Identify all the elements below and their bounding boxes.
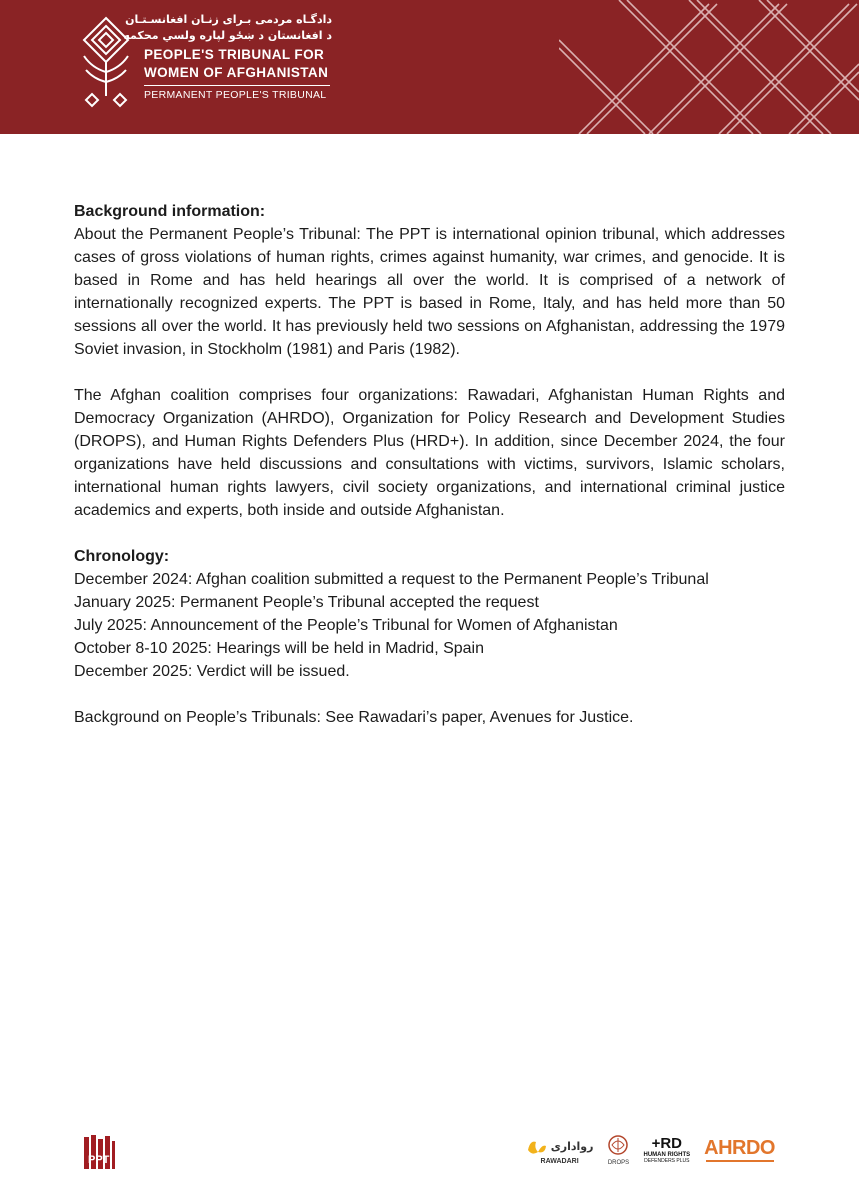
partner-logos <box>526 1130 775 1170</box>
chronology-item: July 2025: Announcement of the People’s Tribunal for Women of Afghanistan <box>74 617 618 634</box>
ahrdo-underline <box>706 1160 774 1162</box>
ahrdo-logo <box>704 1138 775 1162</box>
hrd-plus-logo <box>643 1136 690 1164</box>
hrd-label-line1: HUMAN RIGHTS <box>643 1152 691 1158</box>
tribunal-logo-text <box>123 12 332 101</box>
english-title-line2: WOMEN OF AFGHANISTAN <box>144 65 329 80</box>
drops-label: DROPS <box>607 1159 630 1166</box>
document-body <box>74 200 785 729</box>
ppt-logo-icon <box>82 1133 122 1171</box>
background-paragraph-2: The Afghan coalition comprises four organizations: Rawadari, Afghanistan Human Rights and Democracy Organization (AHRDO), Organization for Policy Research and Development Studies (DROPS), and Human Rights Defenders Plus (HRD+). In addition, since December 2024, the four organizations have held discussions and consultations with victims, survivors, Islamic scholars, international human rights lawyers, civil society organizations, and international criminal justice academics and experts, both inside and outside Afghanistan. <box>74 387 785 519</box>
chronology-item: December 2024: Afghan coalition submitted a request to the Permanent People’s Tribunal <box>74 571 709 588</box>
hrd-mark: +RD <box>651 1135 683 1152</box>
tribunals-note: Background on People’s Tribunals: See Rawadari’s paper, Avenues for Justice. <box>74 709 634 726</box>
subtitle: PERMANENT PEOPLE'S TRIBUNAL <box>144 89 327 101</box>
background-paragraph-1: About the Permanent People’s Tribunal: The PPT is international opinion tribunal, which addresses cases of gross violations of human rights, crimes against humanity, war crimes, and genocide. It is based in Rome and has held hearings all over the world. It is comprised of a network of internationally recognized experts. The PPT is based in Rome, Italy, and has held more than 50 sessions all over the world. It has previously held two sessions on Afghanistan, addressing the 1979 Soviet invasion, in Stockholm (1981) and Paris (1982). <box>74 226 785 358</box>
hrd-label-line2: DEFENDERS PLUS <box>644 1158 690 1164</box>
rawadari-arabic: رواداری <box>550 1140 594 1153</box>
rawadari-logo <box>526 1136 594 1165</box>
header-banner <box>0 0 859 134</box>
drops-logo <box>607 1134 629 1167</box>
chronology-heading: Chronology: <box>74 548 170 565</box>
chronology-item: January 2025: Permanent People’s Tribunal accepted the request <box>74 594 539 611</box>
rawadari-label: RAWADARI <box>540 1157 579 1165</box>
ppt-logo-text: PPT <box>88 1154 110 1166</box>
ahrdo-label: AHRDO <box>704 1137 775 1159</box>
rawadari-hands-icon <box>526 1136 548 1158</box>
background-heading: Background information: <box>74 203 266 220</box>
chronology-item: December 2025: Verdict will be issued. <box>74 663 350 680</box>
chronology-item: October 8-10 2025: Hearings will be held in Madrid, Spain <box>74 640 485 657</box>
drops-emblem-icon <box>607 1134 629 1160</box>
lattice-pattern-icon <box>559 0 859 134</box>
title-divider <box>144 85 330 86</box>
english-title-line1: PEOPLE'S TRIBUNAL FOR <box>144 47 325 62</box>
arabic-title-line1: دادگـاه مردمی بـرای زنـان افغانسـتـان <box>125 13 332 26</box>
arabic-title-line2: د افغانستان د ښځو لپاره ولسي محکمه <box>123 29 332 42</box>
